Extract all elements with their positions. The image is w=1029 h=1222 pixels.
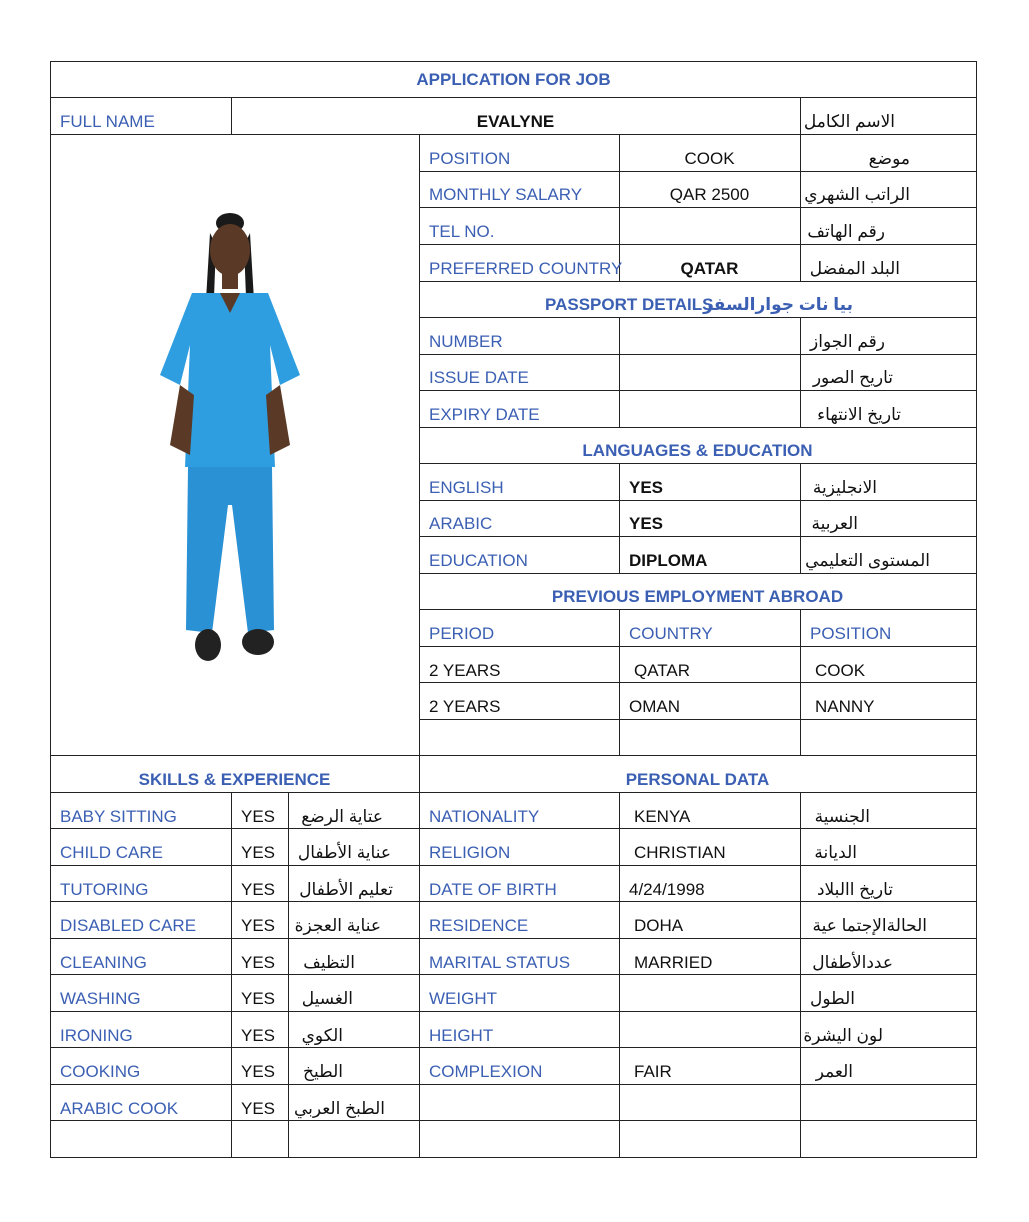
employment-period: 2 YEARS bbox=[429, 697, 501, 716]
skill-label-ar: الغسيل bbox=[301, 989, 353, 1008]
skill-label: CHILD CARE bbox=[60, 843, 163, 862]
passport-header: PASSPORT DETAILS bbox=[545, 295, 714, 314]
employment-country: OMAN bbox=[629, 697, 680, 716]
skill-label-ar: عتاية الرضع bbox=[301, 807, 383, 826]
rule bbox=[419, 719, 977, 720]
rule bbox=[419, 609, 977, 610]
rule bbox=[800, 792, 801, 1158]
border-top bbox=[50, 61, 977, 62]
full-name-label: FULL NAME bbox=[60, 112, 155, 131]
dob-label: DATE OF BIRTH bbox=[429, 880, 557, 899]
employment-position: NANNY bbox=[815, 697, 875, 716]
rule bbox=[50, 1011, 977, 1012]
tel-label-ar: رقم الهاتف bbox=[807, 222, 885, 241]
rule bbox=[419, 500, 977, 501]
rule bbox=[231, 792, 232, 1158]
dob-label-ar: تاريخ االبلاد bbox=[816, 880, 893, 899]
salary-label-ar: الراتب الشهري bbox=[804, 185, 910, 204]
period-column-header: PERIOD bbox=[429, 624, 495, 643]
marital-status-value: MARRIED bbox=[634, 953, 713, 972]
skill-value: YES bbox=[241, 1026, 276, 1045]
employment-header: PREVIOUS EMPLOYMENT ABROAD bbox=[551, 587, 844, 606]
skill-label: DISABLED CARE bbox=[60, 916, 197, 935]
height-label-ar: لون اليشرة bbox=[803, 1026, 883, 1045]
religion-label: RELIGION bbox=[429, 843, 511, 862]
skill-label-ar: الكوي bbox=[301, 1026, 343, 1045]
skill-value: YES bbox=[241, 953, 276, 972]
passport-number-label-ar: رقم الجواز bbox=[810, 332, 885, 351]
salary-label: MONTHLY SALARY bbox=[429, 185, 583, 204]
passport-number-label: NUMBER bbox=[429, 332, 503, 351]
country-column-header: COUNTRY bbox=[629, 624, 713, 643]
rule bbox=[619, 792, 620, 1158]
rule bbox=[419, 171, 977, 172]
complexion-value: FAIR bbox=[634, 1062, 672, 1081]
rule bbox=[288, 792, 289, 1158]
skill-label: COOKING bbox=[60, 1062, 141, 1081]
education-label-ar: المستوى التعليمي bbox=[805, 551, 930, 570]
rule bbox=[50, 1084, 977, 1085]
rule bbox=[800, 134, 801, 281]
skill-label-ar: عناية الأطفال bbox=[297, 843, 391, 862]
rule bbox=[419, 427, 977, 428]
arabic-label: ARABIC bbox=[429, 514, 493, 533]
skill-label-ar: الطبخ العربي bbox=[293, 1099, 385, 1118]
skill-value: YES bbox=[241, 880, 276, 899]
complexion-label-ar: العمر bbox=[815, 1062, 853, 1081]
education-label: EDUCATION bbox=[429, 551, 528, 570]
rule bbox=[419, 573, 977, 574]
applicant-photo bbox=[140, 205, 320, 685]
rule bbox=[50, 1120, 977, 1121]
rule bbox=[50, 865, 977, 866]
residence-label: RESIDENCE bbox=[429, 916, 529, 935]
rule bbox=[419, 244, 977, 245]
residence-value: DOHA bbox=[634, 916, 684, 935]
expiry-date-label: EXPIRY DATE bbox=[429, 405, 540, 424]
rule bbox=[419, 134, 420, 1158]
arabic-label-ar: العربية bbox=[811, 514, 858, 533]
border-right bbox=[976, 61, 977, 1158]
issue-date-label: ISSUE DATE bbox=[429, 368, 529, 387]
skill-label-ar: الطيخ bbox=[303, 1062, 343, 1081]
rule bbox=[419, 646, 977, 647]
rule bbox=[800, 97, 801, 134]
rule bbox=[419, 463, 977, 464]
skill-label: TUTORING bbox=[60, 880, 149, 899]
skill-value: YES bbox=[241, 807, 276, 826]
rule bbox=[419, 207, 977, 208]
rule bbox=[50, 97, 977, 98]
position-value: COOK bbox=[684, 149, 735, 168]
religion-label-ar: الديانة bbox=[814, 843, 857, 862]
full-name-value: EVALYNE bbox=[476, 112, 555, 131]
rule bbox=[619, 609, 620, 755]
rule bbox=[619, 317, 620, 427]
border-bottom bbox=[50, 1157, 977, 1158]
skills-header: SKILLS & EXPERIENCE bbox=[138, 770, 331, 789]
rule bbox=[50, 792, 977, 793]
rule bbox=[50, 938, 977, 939]
weight-label-ar: الطول bbox=[810, 989, 855, 1008]
preferred-country-label-ar: البلد المفضل bbox=[809, 259, 900, 278]
preferred-country-label: PREFERRED COUNTRY bbox=[429, 259, 623, 278]
rule bbox=[800, 609, 801, 755]
rule bbox=[50, 755, 977, 756]
skill-label: BABY SITTING bbox=[60, 807, 177, 826]
dob-value: 4/24/1998 bbox=[629, 880, 705, 899]
english-label: ENGLISH bbox=[429, 478, 504, 497]
expiry-date-label-ar: تاريخ الانتهاء bbox=[817, 405, 901, 424]
languages-header: LANGUAGES & EDUCATION bbox=[582, 441, 813, 460]
english-value: YES bbox=[629, 478, 664, 497]
nationality-value: KENYA bbox=[634, 807, 691, 826]
position-column-header: POSITION bbox=[810, 624, 892, 643]
religion-value: CHRISTIAN bbox=[634, 843, 726, 862]
preferred-country-value: QATAR bbox=[680, 259, 739, 278]
personal-header: PERSONAL DATA bbox=[625, 770, 770, 789]
rule bbox=[419, 536, 977, 537]
rule bbox=[800, 463, 801, 573]
rule bbox=[419, 281, 977, 282]
skill-label: CLEANING bbox=[60, 953, 147, 972]
rule bbox=[419, 682, 977, 683]
skill-label-ar: تعليم الأطفال bbox=[299, 880, 393, 899]
skill-value: YES bbox=[241, 843, 276, 862]
marital-status-label: MARITAL STATUS bbox=[429, 953, 571, 972]
salary-value: QAR 2500 bbox=[669, 185, 750, 204]
residence-label-ar: الحالةالإجتما عية bbox=[812, 916, 927, 935]
height-label: HEIGHT bbox=[429, 1026, 494, 1045]
skill-label-ar: التظيف bbox=[303, 953, 355, 972]
nationality-label-ar: الجنسية bbox=[814, 807, 870, 826]
employment-period: 2 YEARS bbox=[429, 661, 501, 680]
border-left bbox=[50, 61, 51, 1158]
skill-label-ar: عناية العجزة bbox=[294, 916, 381, 935]
rule bbox=[419, 317, 977, 318]
tel-label: TEL NO. bbox=[429, 222, 495, 241]
position-label: POSITION bbox=[429, 149, 511, 168]
skill-value: YES bbox=[241, 1099, 276, 1118]
employment-position: COOK bbox=[815, 661, 866, 680]
skill-value: YES bbox=[241, 1062, 276, 1081]
position-label-ar: موضع bbox=[868, 149, 910, 168]
issue-date-label-ar: تاريح الصور bbox=[812, 368, 893, 387]
skill-label: ARABIC COOK bbox=[60, 1099, 179, 1118]
rule bbox=[50, 901, 977, 902]
employment-country: QATAR bbox=[634, 661, 691, 680]
complexion-label: COMPLEXION bbox=[429, 1062, 543, 1081]
rule bbox=[800, 317, 801, 427]
rule bbox=[50, 134, 977, 135]
nationality-label: NATIONALITY bbox=[429, 807, 540, 826]
full-name-label-ar: الاسم الكامل bbox=[803, 112, 895, 131]
form-title: APPLICATION FOR JOB bbox=[416, 70, 611, 89]
rule bbox=[50, 1047, 977, 1048]
english-label-ar: الانجليزية bbox=[812, 478, 877, 497]
rule bbox=[419, 354, 977, 355]
skill-value: YES bbox=[241, 989, 276, 1008]
rule bbox=[50, 974, 977, 975]
rule bbox=[619, 463, 620, 573]
arabic-value: YES bbox=[629, 514, 664, 533]
skill-value: YES bbox=[241, 916, 276, 935]
rule bbox=[419, 390, 977, 391]
education-value: DIPLOMA bbox=[629, 551, 708, 570]
skill-label: WASHING bbox=[60, 989, 141, 1008]
skill-label: IRONING bbox=[60, 1026, 133, 1045]
rule bbox=[50, 828, 977, 829]
passport-header-ar: بيا نات جوارالسفر bbox=[703, 295, 853, 314]
marital-status-label-ar: عددالأطفال bbox=[812, 953, 893, 972]
weight-label: WEIGHT bbox=[429, 989, 497, 1008]
